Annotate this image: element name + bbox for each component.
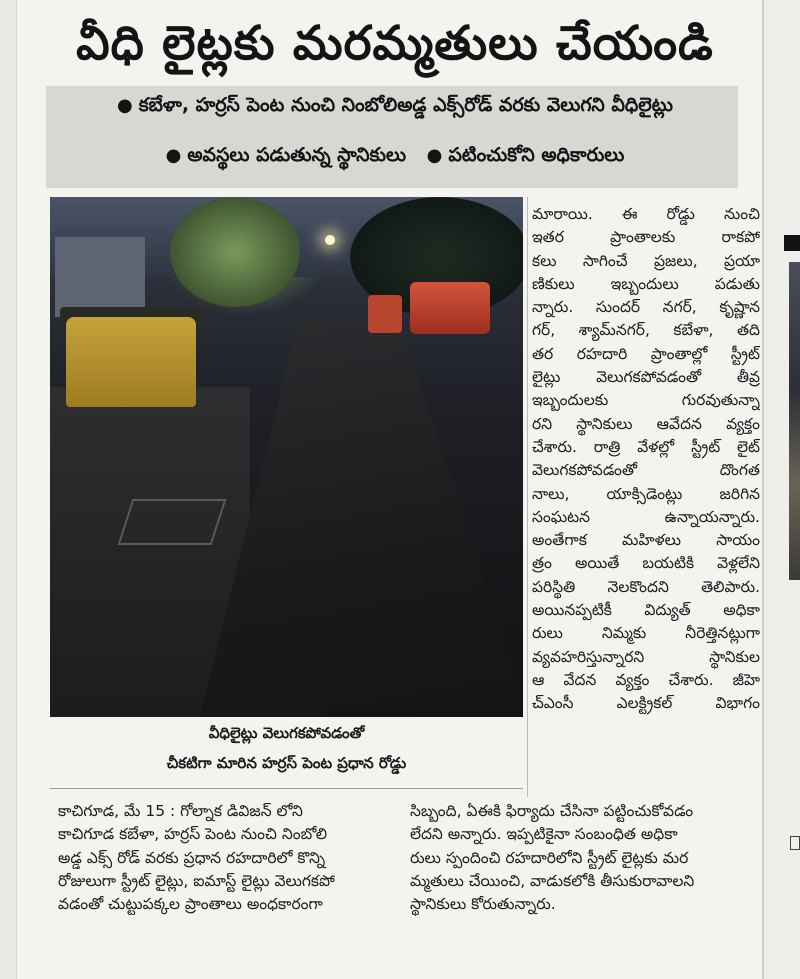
article-headline: వీధి లైట్లకు మరమ్మతులు చేయండి: [76, 16, 714, 71]
article-text-line: ఇతర ప్రాంతాలకు రాకపో: [532, 228, 760, 247]
photo-auto-rickshaw: [66, 317, 196, 407]
article-text-line: నాలు, యాక్సిడెంట్లు జరిగిన: [532, 484, 760, 503]
article-text-line: కలు సాగించే ప్రజలు, ప్రయా: [532, 251, 760, 270]
adjacent-article-box: [790, 836, 800, 850]
article-text-line: సంఘటన ఉన్నాయన్నారు.: [532, 507, 760, 526]
article-text-line: లేదని అన్నారు. ఇప్పటికైనా సంబంధిత అధికా: [410, 825, 678, 844]
photo-bus: [368, 295, 402, 333]
article-text-line: చ్ఎంసీ ఎలక్ట్రికల్ విభాగం: [532, 694, 760, 713]
article-text-line: తర రహదారి ప్రాంతాల్లో స్ట్రీట్: [532, 344, 760, 363]
caption-line-2: చీకటిగా మారిన హర్రస్ పెంట ప్రధాన రోడ్డు: [166, 754, 407, 772]
article-text-line: స్థానికులు కోరుతున్నారు.: [410, 895, 556, 914]
article-text-line: గర్, శ్యామ్‌నగర్, కబేళా, తది: [532, 321, 760, 340]
article-text-line: ణికులు ఇబ్బందులు పడుతు: [532, 274, 760, 293]
article-text-line: సిబ్బంది, ఏఈకి ఫిర్యాదు చేసినా పట్టించుకోవడం: [410, 802, 694, 820]
article-text-line: అడ్డ ఎక్స్ రోడ్ వరకు ప్రధాన రహదారిలో కొన్ని: [58, 848, 326, 867]
article-text-line: రోజులుగా స్ట్రీట్ లైట్లు, ఐమాస్ట్ లైట్లు వెలుగకపో: [58, 871, 335, 890]
article-text-line: పరిస్థితి నెలకొందని తెలిపారు.: [532, 577, 760, 596]
photo-drain-grate: [118, 499, 227, 545]
subheadline-2: అవస్థలు పడుతున్న స్థానికులు: [187, 144, 407, 166]
adjacent-article-photo-edge: [789, 262, 800, 580]
article-text-line: అయినప్పటికీ విద్యుత్ అధికా: [532, 601, 760, 620]
adjacent-article-marker: [784, 235, 800, 251]
article-text-line: లైట్లు వెలుగకపోవడంతో తీవ్ర: [532, 368, 760, 387]
article-text-line: చేశారు. రాత్రి వేళల్లో స్ట్రీట్ లైట్: [532, 437, 760, 456]
article-text-line: వడంతో చుట్టుపక్కల ప్రాంతాలు అంధకారంగా: [58, 895, 323, 914]
article-text-line: ఇబ్బందులకు గురవుతున్నా: [532, 391, 760, 410]
article-text-line: రులు స్పందించి రహదారిలోని స్ట్రీట్ లైట్లకు మర: [410, 848, 689, 867]
article-column-bottom-right: [410, 800, 760, 916]
article-text-line: త్రం అయితే బయటికి వెళ్లలేని: [532, 554, 760, 573]
article-text-line: వ్యవహరిస్తున్నారని స్థానికుల: [532, 647, 760, 666]
article-text-line: మారాయి. ఈ రోడ్డు నుంచి: [532, 205, 760, 223]
article-text-line: మ్మతులు చేయించి, వాడుకలోకి తీసుకురావాలని: [410, 871, 695, 890]
subheadline-box: [46, 86, 738, 188]
bullet-icon: ●: [426, 145, 443, 166]
photo-caption: [50, 720, 523, 789]
article-text-line: కాచిగూడ కబేళా, హర్రస్ పెంట నుంచి నింబోలి: [58, 825, 328, 844]
article-text-line: రని స్థానికులు ఆవేదన వ్యక్తం: [532, 414, 760, 433]
column-divider: [527, 197, 528, 797]
article-text-line: ఆ వేదన వ్యక్తం చేశారు. జీహె: [532, 670, 760, 689]
bullet-icon: ●: [116, 95, 133, 116]
article-text-line: అంతేగాక మహిళలు సాయం: [532, 531, 760, 550]
photo-building: [55, 237, 145, 317]
photo-tree: [170, 197, 300, 307]
article-column-right: [532, 203, 760, 716]
article-text-line: వెలుగకపోవడంతో దొంగత: [532, 461, 760, 480]
article-text-line: న్నారు. సుందర్ నగర్, కృష్ణాన: [532, 298, 760, 317]
article-text-line: రులు నిమ్మకు నీరెత్తినట్లుగా: [532, 624, 760, 643]
subheadline-line-1: [46, 94, 738, 121]
article-column-bottom-left: [58, 800, 403, 916]
article-photo-dark-street: [50, 197, 523, 717]
subheadline-line-2: [46, 144, 738, 171]
caption-line-1: వీధిలైట్లు వెలుగకపోవడంతో: [208, 724, 365, 742]
bullet-icon: ●: [165, 145, 182, 166]
subheadline-3: పటించుకోని అధికారులు: [448, 144, 625, 166]
photo-street-light: [325, 235, 335, 245]
subheadline-1: కబేళా, హర్రస్ పెంట నుంచి నింబోలిఅడ్డ ఎక్స్‌రోడ్ వరకు వెలుగని వీధిలైట్లు: [138, 94, 674, 116]
article-text-line: కాచిగూడ, మే 15 : గోల్నాక డివిజన్ లోని: [58, 802, 303, 820]
adjacent-page-left-edge: [0, 0, 17, 979]
photo-bus: [410, 282, 490, 334]
